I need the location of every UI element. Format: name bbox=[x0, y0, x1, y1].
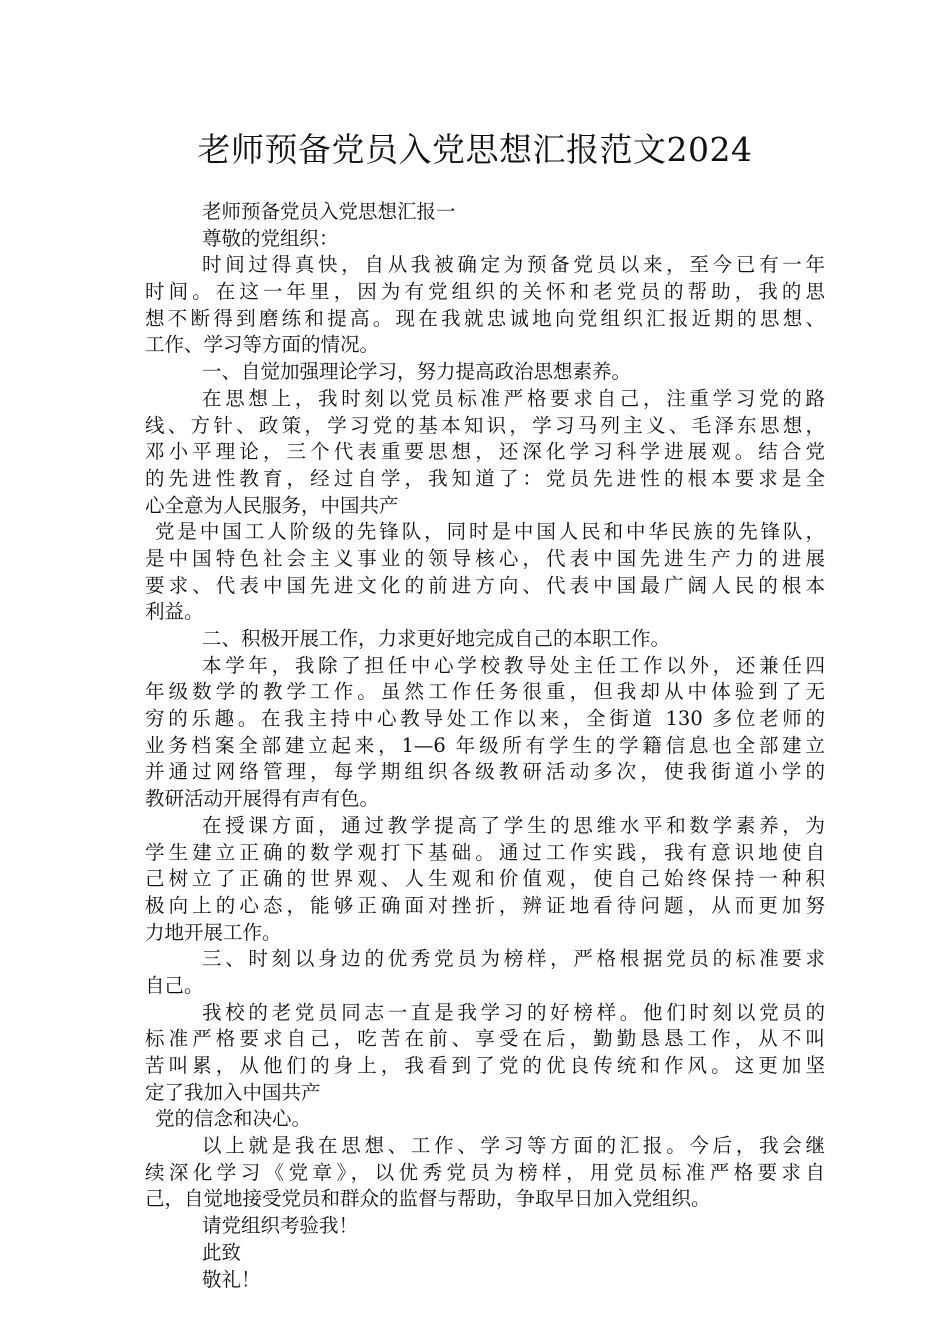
text-line: 要求、代表中国先进文化的前进方向、代表中国最广阔人民的根本 bbox=[145, 573, 825, 597]
text-line: 自己。 bbox=[145, 973, 204, 997]
text-line: 苦叫累，从他们的身上，我看到了党的优良传统和作风。这更加坚 bbox=[145, 1054, 825, 1077]
text-line: 在授课方面，通过教学提高了学生的思维水平和数学素养，为 bbox=[202, 813, 825, 837]
text-line: 工作、学习等方面的情况。 bbox=[145, 333, 380, 357]
text-line: 线、方针、政策，学习党的基本知识，学习马列主义、毛泽东思想， bbox=[145, 413, 825, 437]
text-line: 是中国特色社会主义事业的领导核心，代表中国先进生产力的进展 bbox=[145, 546, 825, 570]
document-title: 老师预备党员入党思想汇报范文2024 bbox=[197, 130, 753, 169]
text-line: 敬礼！ bbox=[202, 1267, 261, 1291]
text-line: 业务档案全部建立起来，1—6 年级所有学生的学籍信息也全部建立 bbox=[145, 733, 825, 757]
text-line: 一、自觉加强理论学习，努力提高政治思想素养。 bbox=[202, 360, 632, 384]
text-line: 此致 bbox=[202, 1240, 242, 1264]
text-line: 己，自觉地接受党员和群众的监督与帮助，争取早日加入党组织。 bbox=[145, 1187, 711, 1211]
text-line: 心全意为人民服务，中国共产 bbox=[145, 493, 399, 517]
text-line: 在思想上，我时刻以党员标准严格要求自己，注重学习党的路 bbox=[202, 386, 825, 410]
text-line: 力地开展工作。 bbox=[145, 920, 282, 944]
text-line: 极向上的心态，能够正确面对挫折，辨证地看待问题，从而更加努 bbox=[145, 893, 825, 917]
text-line: 续深化学习《党章》，以优秀党员为榜样，用党员标准严格要求自 bbox=[145, 1160, 825, 1184]
text-line: 时间。在这一年里，因为有党组织的关怀和老党员的帮助，我的思 bbox=[145, 280, 825, 304]
text-line: 标准严格要求自己，吃苦在前、享受在后，勤勤恳恳工作，从不叫 bbox=[145, 1027, 825, 1051]
text-line: 并通过网络管理，每学期组织各级教研活动多次，使我街道小学的 bbox=[145, 760, 825, 784]
text-line: 老师预备党员入党思想汇报一 bbox=[202, 200, 456, 223]
text-line: 己树立了正确的世界观、人生观和价值观，使自己始终保持一种积 bbox=[145, 867, 825, 891]
text-line: 教研活动开展得有声有色。 bbox=[145, 787, 380, 811]
text-line: 三、时刻以身边的优秀党员为榜样，严格根据党员的标准要求 bbox=[202, 947, 825, 971]
text-line: 以上就是我在思想、工作、学习等方面的汇报。今后，我会继 bbox=[202, 1134, 825, 1158]
text-line: 的先进性教育，经过自学，我知道了：党员先进性的根本要求是全 bbox=[145, 466, 825, 490]
text-line: 想不断得到磨练和提高。现在我就忠诚地向党组织汇报近期的思想、 bbox=[145, 306, 825, 330]
text-line: 请党组织考验我！ bbox=[202, 1214, 359, 1238]
document-body bbox=[145, 199, 825, 1293]
text-line: 二、积极开展工作，力求更好地完成自己的本职工作。 bbox=[202, 627, 671, 650]
text-line: 尊敬的党组织： bbox=[202, 226, 339, 250]
text-line: 党是中国工人阶级的先锋队，同时是中国人民和中华民族的先锋队， bbox=[155, 520, 825, 544]
text-line: 定了我加入中国共产 bbox=[145, 1080, 321, 1104]
text-line: 党的信念和决心。 bbox=[155, 1107, 312, 1131]
text-line: 本学年，我除了担任中心学校教导处主任工作以外，还兼任四 bbox=[202, 653, 825, 677]
text-line: 穷的乐趣。在我主持中心教导处工作以来，全街道 130 多位老师的 bbox=[145, 707, 825, 731]
text-line: 年级数学的教学工作。虽然工作任务很重，但我却从中体验到了无 bbox=[145, 680, 825, 704]
text-line: 利益。 bbox=[145, 600, 204, 624]
text-line: 时间过得真快，自从我被确定为预备党员以来，至今已有一年 bbox=[202, 253, 825, 277]
text-line: 我校的老党员同志一直是我学习的好榜样。他们时刻以党员的 bbox=[202, 1000, 825, 1024]
text-line: 邓小平理论，三个代表重要思想，还深化学习科学进展观。结合党 bbox=[145, 440, 825, 464]
text-line: 学生建立正确的数学观打下基础。通过工作实践，我有意识地使自 bbox=[145, 840, 825, 864]
